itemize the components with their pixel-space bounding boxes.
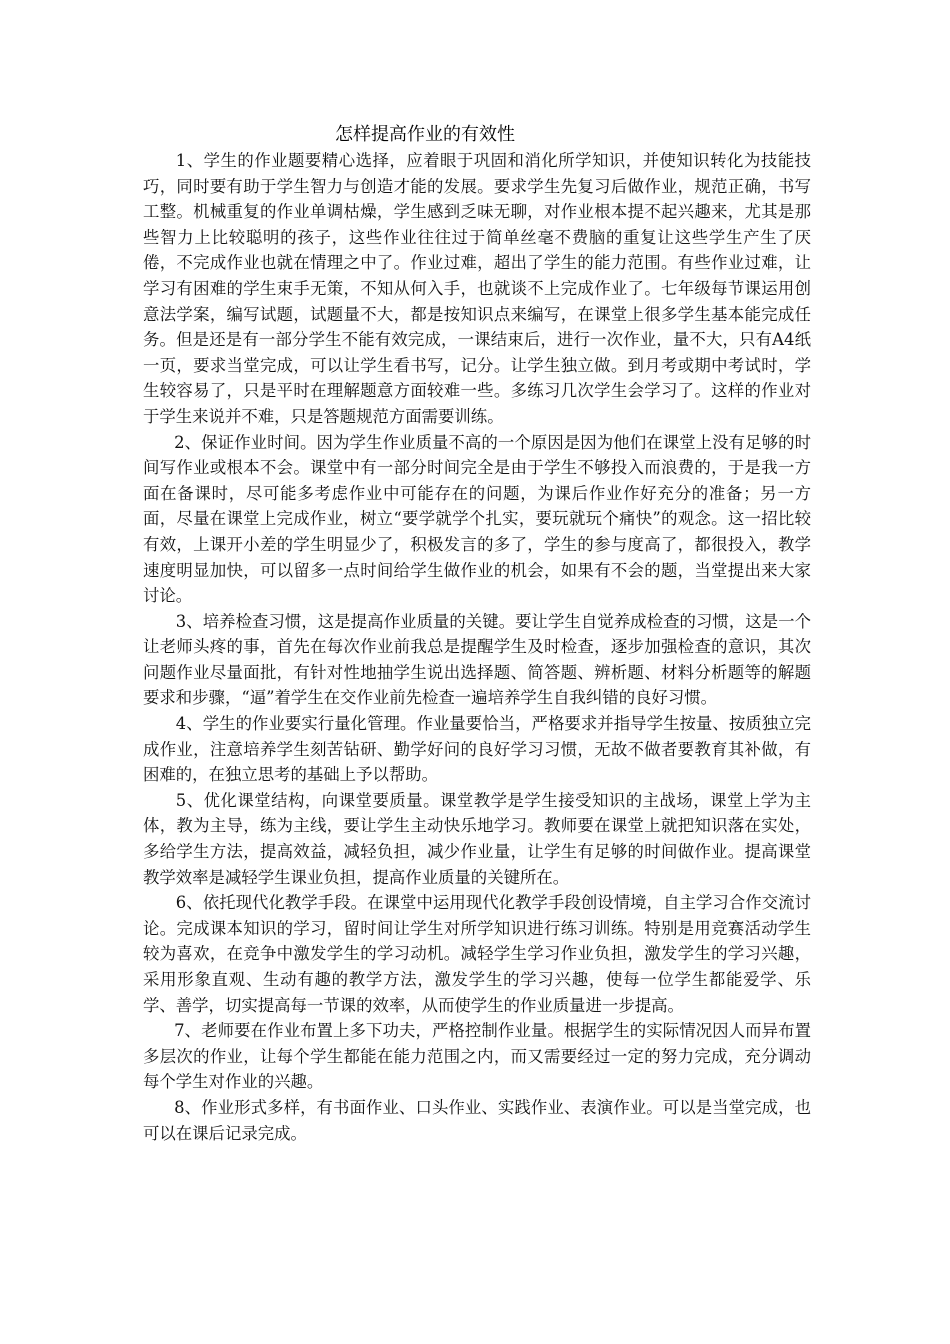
paragraph-7: 7、老师要在作业布置上多下功夫，严格控制作业量。根据学生的实际情况因人而异布置多层次的作业，让每个学生都能在能力范围之内，而又需要经过一定的努力完成，充分调动每个学生对作业的兴趣。: [143, 1021, 811, 1092]
document-title: 怎样提高作业的有效性: [335, 124, 515, 145]
paragraph-6: 6、依托现代化教学手段。在课堂中运用现代化教学手段创设情境，自主学习合作交流讨论。完成课本知识的学习，留时间让学生对所学知识进行练习训练。特别是用竞赛活动学生较为喜欢，在竞争中激发学生的学习动机。减轻学生学习作业负担，激发学生的学习兴趣，采用形象直观、生动有趣的教学方法，激发学生的学习兴趣，使每一位学生都能爱学、乐学、善学，切实提高每一节课的效率，从而使学生的作业质量进一步提高。: [143, 893, 811, 1015]
paragraph-8: 8、作业形式多样，有书面作业、口头作业、实践作业、表演作业。可以是当堂完成，也可以在课后记录完成。: [143, 1097, 811, 1143]
paragraph-2: 2、保证作业时间。因为学生作业质量不高的一个原因是因为他们在课堂上没有足够的时间写作业或根本不会。课堂中有一部分时间完全是由于学生不够投入而浪费的，于是我一方面在备课时，尽可能多考虑作业中可能存在的问题，为课后作业作好充分的准备；另一方面，尽量在课堂上完成作业，树立“要学就学个扎实，要玩就玩个痛快”的观念。这一招比较有效，上课开小差的学生明显少了，积极发言的多了，学生的参与度高了，都很投入，教学速度明显加快，可以留多一点时间给学生做作业的机会，如果有不会的题，当堂提出来大家讨论。: [143, 432, 811, 606]
document-body: [143, 148, 811, 1146]
paragraph-1: 1、学生的作业题要精心选择，应着眼于巩固和消化所学知识，并使知识转化为技能技巧，同时要有助于学生智力与创造才能的发展。要求学生先复习后做作业，规范正确，书写工整。机械重复的作业单调枯燥，学生感到乏味无聊，对作业根本提不起兴趣来，尤其是那些智力上比较聪明的孩子，这些作业往往过于简单丝毫不费脑的重复让这些学生产生了厌倦，不完成作业也就在情理之中了。作业过难，超出了学生的能力范围。有些作业过难，让学习有困难的学生束手无策，不知从何入手，也就谈不上完成作业了。七年级每节课运用创意法学案，编写试题，试题量不大，都是按知识点来编写，在课堂上很多学生基本能完成任务。但是还是有一部分学生不能有效完成，一课结束后，进行一次作业，量不大，只有A4纸一页，要求当堂完成，可以让学生看书写，记分。让学生独立做。到月考或期中考试时，学生较容易了，只是平时在理解题意方面较难一些。多练习几次学生会学习了。这样的作业对于学生来说并不难，只是答题规范方面需要训练。: [143, 151, 811, 426]
paragraph-3: 3、培养检查习惯，这是提高作业质量的关键。要让学生自觉养成检查的习惯，这是一个让老师头疼的事，首先在每次作业前我总是提醒学生及时检查，逐步加强检查的意识，其次问题作业尽量面批，有针对性地抽学生说出选择题、简答题、辨析题、材料分析题等的解题要求和步骤，“逼”着学生在交作业前先检查一遍培养学生自我纠错的良好习惯。: [143, 611, 811, 708]
paragraph-4: 4、学生的作业要实行量化管理。作业量要恰当，严格要求并指导学生按量、按质独立完成作业，注意培养学生刻苦钻研、勤学好问的良好学习习惯，无故不做者要教育其补做，有困难的，在独立思考的基础上予以帮助。: [143, 714, 811, 785]
paragraph-5: 5、优化课堂结构，向课堂要质量。课堂教学是学生接受知识的主战场，课堂上学为主体，教为主导，练为主线，要让学生主动快乐地学习。教师要在课堂上就把知识落在实处，多给学生方法，提高效益，减轻负担，减少作业量，让学生有足够的时间做作业。提高课堂教学效率是减轻学生课业负担，提高作业质量的关键所在。: [143, 790, 811, 887]
